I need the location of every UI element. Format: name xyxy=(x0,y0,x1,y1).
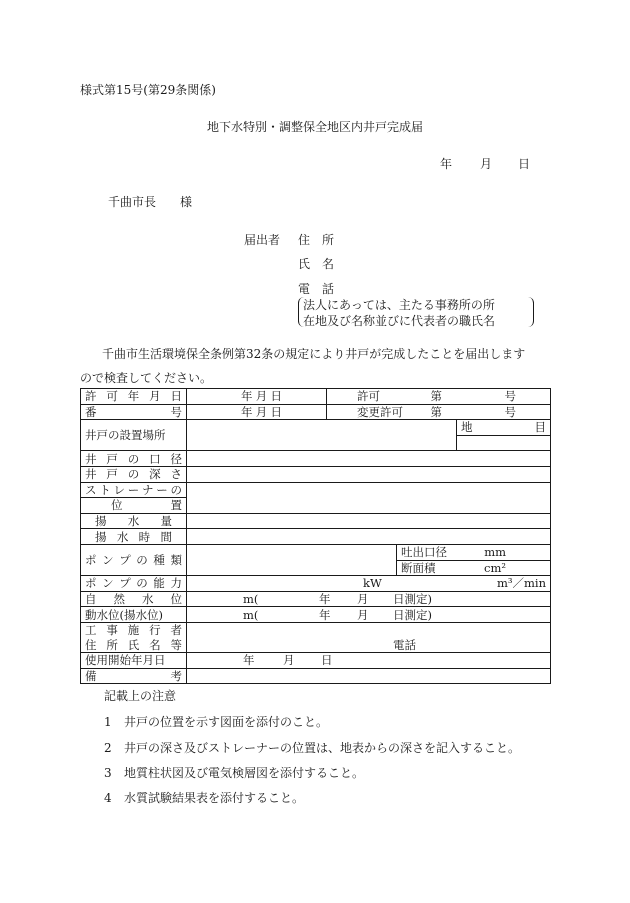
change-permit-number-field[interactable] xyxy=(397,404,551,420)
natural-level-label: 自然水位 xyxy=(81,591,187,607)
year-label: 年 xyxy=(241,404,253,419)
table-row xyxy=(81,451,551,467)
m-unit: m( xyxy=(243,592,259,607)
permit-date-label: 許可年月日 xyxy=(81,389,187,405)
outlet-diameter-label: 吐出口径 xyxy=(401,545,447,560)
table-row xyxy=(81,576,551,592)
table-row xyxy=(81,622,551,637)
lot-label: 目 xyxy=(534,420,546,435)
location-label: 井戸の設置場所 xyxy=(81,420,187,451)
year-label: 年 xyxy=(319,607,331,622)
cross-section-field[interactable] xyxy=(397,560,551,576)
contractor-phone-label: 電話 xyxy=(393,638,416,653)
note-item: 1 井戸の位置を示す図面を添付のこと。 xyxy=(104,715,329,729)
statement-line1: 千曲市生活環境保全条例第32条の規定により井戸が完成したことを届出します xyxy=(102,347,526,361)
diameter-field[interactable] xyxy=(187,451,551,467)
form-number: 様式第15号(第29条関係) xyxy=(80,83,216,97)
measured-label: 日測定) xyxy=(393,607,432,622)
cm2-unit: cm² xyxy=(484,560,506,575)
month-label: 月 xyxy=(357,592,369,607)
no-suffix: 号 xyxy=(504,404,516,419)
start-date-label: 使用開始年月日 xyxy=(81,653,187,669)
pumping-amount-field[interactable] xyxy=(187,513,551,529)
number-label: 番号 xyxy=(81,404,187,420)
pump-capacity-label: ポンプの能力 xyxy=(81,576,187,592)
outlet-diameter-field[interactable] xyxy=(397,544,551,560)
no-prefix: 第 xyxy=(430,404,442,419)
address-label: 住 所 xyxy=(298,233,335,247)
corporate-note xyxy=(298,297,534,327)
dynamic-level-field[interactable] xyxy=(187,607,551,623)
table-row xyxy=(81,466,551,482)
strainer-label-1: ストレーナーの xyxy=(81,482,187,498)
kw-unit: kW xyxy=(363,576,382,591)
note-item: 3 地質柱状図及び電気検層図を添付すること。 xyxy=(104,766,365,780)
no-prefix: 第 xyxy=(430,389,442,404)
corporate-note-line2: 在地及び名称並びに代表者の職氏名 xyxy=(303,314,496,328)
flow-unit: m³／min xyxy=(496,576,546,591)
remarks-field[interactable] xyxy=(187,668,551,684)
change-permit-label: 変更許可 xyxy=(327,404,397,420)
land-category-blank[interactable] xyxy=(457,435,551,451)
mm-unit: mm xyxy=(484,545,506,560)
pump-capacity-field[interactable] xyxy=(187,576,551,592)
number-date-field[interactable] xyxy=(187,404,327,420)
phone-label: 電 話 xyxy=(298,282,335,296)
day-label: 日 xyxy=(270,389,282,404)
natural-level-field[interactable] xyxy=(187,591,551,607)
diameter-label: 井戸の口径 xyxy=(81,451,187,467)
cross-section-label: 断面積 xyxy=(401,560,436,575)
year-label: 年 xyxy=(243,653,255,668)
table-row xyxy=(81,513,551,529)
table-row xyxy=(81,591,551,607)
table-row xyxy=(81,607,551,623)
contractor-label-1: 工事施行者 xyxy=(81,622,187,637)
depth-label: 井戸の深さ xyxy=(81,466,187,482)
m-unit: m( xyxy=(243,607,259,622)
document-title: 地下水特別・調整保全地区内井戸完成届 xyxy=(206,120,423,134)
notes-title: 記載上の注意 xyxy=(104,689,177,703)
land-category-field[interactable] xyxy=(457,420,551,436)
year-label: 年 xyxy=(319,592,331,607)
month-label: 月 xyxy=(283,653,295,668)
table-row xyxy=(81,420,551,436)
date-day-label: 日 xyxy=(518,157,531,171)
contractor-field[interactable] xyxy=(187,622,551,652)
applicant-label: 届出者 xyxy=(244,233,281,247)
pumping-hours-label: 揚水時間 xyxy=(81,529,187,545)
table-row xyxy=(81,404,551,420)
pump-type-field[interactable] xyxy=(187,544,397,575)
contractor-label-2: 住所氏名等 xyxy=(81,638,187,653)
date-month-label: 月 xyxy=(480,157,493,171)
strainer-field[interactable] xyxy=(187,482,551,513)
depth-field[interactable] xyxy=(187,466,551,482)
no-suffix: 号 xyxy=(504,389,516,404)
completion-form-table xyxy=(80,388,551,684)
note-item: 2 井戸の深さ及びストレーナーの位置は、地表からの深さを記入すること。 xyxy=(104,741,521,755)
start-date-field[interactable] xyxy=(187,653,551,669)
table-row xyxy=(81,653,551,669)
pumping-amount-label: 揚水量 xyxy=(81,513,187,529)
table-row xyxy=(81,668,551,684)
statement-line2: ので検査してください。 xyxy=(80,371,213,385)
table-row xyxy=(81,529,551,545)
day-label: 日 xyxy=(270,404,282,419)
submission-date xyxy=(440,158,530,170)
month-label: 月 xyxy=(357,607,369,622)
table-row xyxy=(81,544,551,560)
month-label: 月 xyxy=(255,404,268,419)
note-item: 4 水質試験結果表を添付すること。 xyxy=(104,791,305,805)
permit-label: 許可 xyxy=(327,389,397,405)
remarks-label: 備考 xyxy=(81,668,187,684)
addressee: 千曲市長 様 xyxy=(108,195,193,209)
land-label: 地 xyxy=(461,420,473,435)
dynamic-level-label: 動水位(揚水位) xyxy=(81,607,187,623)
permit-date-field[interactable] xyxy=(187,389,327,405)
strainer-label-2: 位置 xyxy=(81,498,187,514)
table-row xyxy=(81,482,551,498)
table-row xyxy=(81,389,551,405)
permit-number-field[interactable] xyxy=(397,389,551,405)
location-field[interactable] xyxy=(187,420,457,451)
name-label: 氏 名 xyxy=(298,257,335,271)
year-label: 年 xyxy=(241,389,253,404)
day-label: 日 xyxy=(321,653,333,668)
date-year-label: 年 xyxy=(440,157,453,171)
pump-type-label: ポンプの種類 xyxy=(81,544,187,575)
corporate-note-line1: 法人にあっては、主たる事務所の所 xyxy=(303,298,495,312)
pumping-hours-field[interactable] xyxy=(187,529,551,545)
measured-label: 日測定) xyxy=(393,592,432,607)
month-label: 月 xyxy=(255,389,268,404)
